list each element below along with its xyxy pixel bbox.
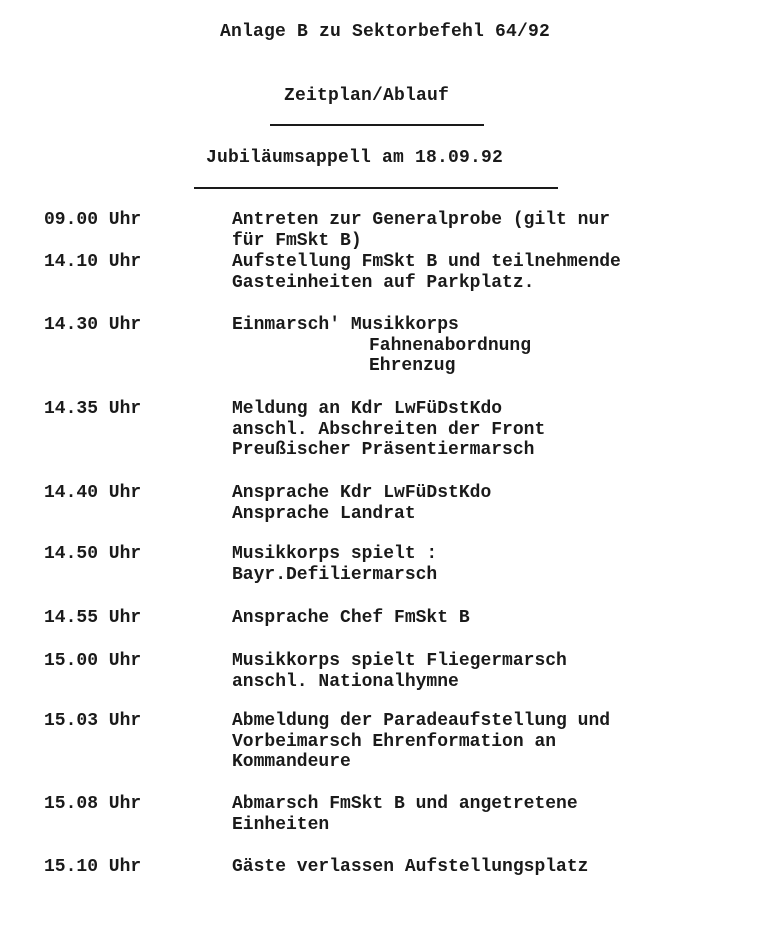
description-line: für FmSkt B) [232, 230, 362, 251]
schedule-time: 15.00 Uhr [44, 651, 142, 671]
description-line: Gäste verlassen Aufstellungsplatz [232, 857, 589, 877]
schedule-description [232, 651, 752, 692]
description-line: anschl. Abschreiten der Front [232, 419, 546, 440]
description-line: Aufstellung FmSkt B und teilnehmende [232, 252, 621, 272]
schedule-time: 14.10 Uhr [44, 252, 142, 272]
schedule-time: 15.10 Uhr [44, 857, 142, 877]
schedule-description [232, 315, 752, 377]
description-line: Gasteinheiten auf Parkplatz. [232, 272, 535, 293]
schedule-time: 14.55 Uhr [44, 608, 142, 628]
schedule-description [232, 857, 752, 878]
schedule-time: 14.30 Uhr [44, 315, 142, 335]
description-line: Einmarsch' Musikkorps [232, 315, 459, 335]
schedule-time: 09.00 Uhr [44, 210, 142, 230]
schedule-description [232, 544, 752, 585]
description-line: Bayr.Defiliermarsch [232, 564, 438, 585]
schedule-title: Zeitplan/Ablauf [284, 86, 450, 106]
schedule-description [232, 252, 752, 293]
description-line: Ansprache Chef FmSkt B [232, 608, 470, 628]
schedule-description [232, 711, 752, 773]
schedule-description [232, 794, 752, 835]
description-subline: Fahnenabordnung [369, 335, 532, 356]
annex-heading: Anlage B zu Sektorbefehl 64/92 [220, 22, 551, 42]
schedule-time: 15.08 Uhr [44, 794, 142, 814]
schedule-time: 14.50 Uhr [44, 544, 142, 564]
description-line: anschl. Nationalhymne [232, 671, 459, 692]
description-line: Abmeldung der Paradeaufstellung und [232, 711, 611, 731]
schedule-description [232, 608, 752, 629]
schedule-time: 14.35 Uhr [44, 399, 142, 419]
description-line: Meldung an Kdr LwFüDstKdo [232, 399, 503, 419]
description-line: Kommandeure [232, 752, 351, 772]
description-line: Einheiten [232, 814, 330, 835]
description-line: Ansprache Kdr LwFüDstKdo [232, 483, 492, 503]
title-underline [270, 124, 484, 126]
schedule-time: 14.40 Uhr [44, 483, 142, 503]
description-subline: Ehrenzug [369, 356, 456, 376]
description-line: Musikkorps spielt Fliegermarsch [232, 651, 567, 671]
description-line: Antreten zur Generalprobe (gilt nur [232, 210, 611, 230]
description-line: Vorbeimarsch Ehrenformation an [232, 731, 557, 752]
description-line: Ansprache Landrat [232, 503, 416, 524]
description-line: Abmarsch FmSkt B und angetretene [232, 794, 578, 814]
schedule-description [232, 483, 752, 524]
description-line: Preußischer Präsentiermarsch [232, 440, 535, 460]
schedule-time: 15.03 Uhr [44, 711, 142, 731]
schedule-description [232, 210, 752, 251]
schedule-description [232, 399, 752, 461]
event-underline [194, 187, 558, 189]
event-heading: Jubiläumsappell am 18.09.92 [206, 148, 504, 168]
description-line: Musikkorps spielt : [232, 544, 438, 564]
